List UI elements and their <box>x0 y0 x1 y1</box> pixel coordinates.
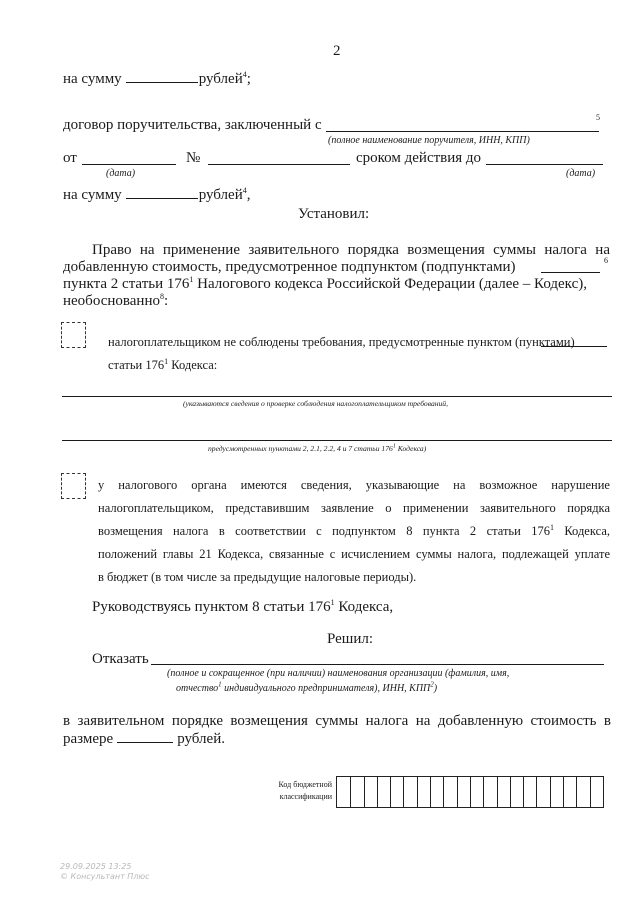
option-2-line-2: налогоплательщиком, представившим заявление о применении заявительного порядка <box>98 501 610 515</box>
organization-field[interactable] <box>151 664 604 665</box>
option-1-points-field[interactable] <box>541 346 607 347</box>
text: пункта 2 статьи 176 <box>63 276 190 292</box>
kbk-cell[interactable] <box>457 777 470 807</box>
refund-line-1: в заявительном порядке возмещения суммы налога на добавленную стоимость в <box>63 713 611 729</box>
kbk-cell[interactable] <box>523 777 536 807</box>
punct: : <box>163 293 169 309</box>
kbk-cell[interactable] <box>510 777 523 807</box>
punct: ; <box>246 71 251 87</box>
right-para-line-4 <box>63 292 168 310</box>
kbk-grid[interactable] <box>336 776 604 808</box>
text: Кодекса, <box>334 599 394 615</box>
amount-line-2 <box>63 186 250 204</box>
text: отчество <box>176 683 219 694</box>
amount-line-1 <box>63 70 251 88</box>
guided-by <box>92 598 393 616</box>
right-para-line-2: добавленную стоимость, предусмотренное подпунктом (подпунктами) <box>63 259 516 275</box>
text: рублей. <box>177 731 225 747</box>
amount-prefix: на сумму <box>63 187 122 203</box>
stamp-line-2: © Консультант Плюс <box>60 872 150 881</box>
footnote-ref: 4 <box>242 70 247 79</box>
check-info-field-2[interactable] <box>62 440 612 441</box>
punct: , <box>246 187 251 203</box>
refuse-label: Отказать <box>92 651 149 667</box>
text: необоснованно <box>63 293 160 309</box>
guarantor-caption: (полное наименование поручителя, ИНН, КПП) <box>328 135 530 146</box>
text: предусмотренных пунктами 2, 2.1, 2.2, 4 и 7 статьи 176 <box>208 444 393 453</box>
footnote-6: 6 <box>604 256 608 265</box>
amount-blank[interactable] <box>126 186 198 199</box>
text: индивидуального предпринимателя), ИНН, КПП <box>221 683 431 694</box>
footnote-8: 8 <box>159 292 164 301</box>
amount-blank[interactable] <box>126 70 198 83</box>
guarantee-number-field[interactable] <box>208 164 350 165</box>
amount-suffix: рублей <box>198 187 243 203</box>
kbk-cell[interactable] <box>590 777 603 807</box>
option-1-text-b <box>108 358 217 373</box>
option-1-checkbox[interactable] <box>61 322 86 348</box>
document-stamp <box>60 862 150 882</box>
kbk-cell[interactable] <box>470 777 483 807</box>
refund-line-2 <box>63 730 225 748</box>
stamp-line-1: 29.09.2025 13:25 <box>60 862 132 871</box>
guarantee-footnote: 5 <box>596 113 600 122</box>
text: ) <box>433 683 438 694</box>
sup: 1 <box>164 356 169 366</box>
kbk-cell[interactable] <box>430 777 443 807</box>
kbk-cell[interactable] <box>497 777 510 807</box>
amount-suffix: рублей <box>198 71 243 87</box>
sup: 1 <box>549 522 554 532</box>
term-label: сроком действия до <box>356 150 482 166</box>
option-1-text-a: налогоплательщиком не соблюдены требования, предусмотренные пунктом (пунктами) <box>108 335 575 349</box>
text: статьи 176 <box>108 358 165 372</box>
text: Кодекса, <box>553 524 610 538</box>
check-info-caption-2 <box>208 444 426 454</box>
text: размере <box>63 731 114 747</box>
kbk-cell[interactable] <box>536 777 549 807</box>
guarantee-prefix: договор поручительства, заключенный с <box>63 117 322 133</box>
footnote-ref: 4 <box>242 186 247 195</box>
text: Налогового кодекса Российской Федерации (далее – Кодекс), <box>193 276 587 292</box>
kbk-cell[interactable] <box>483 777 496 807</box>
kbk-label <box>258 779 332 803</box>
kbk-label-line-2: классификации <box>279 792 332 801</box>
sup: 1 <box>189 275 194 284</box>
established-heading: Установил: <box>298 206 370 222</box>
kbk-cell[interactable] <box>576 777 589 807</box>
guarantor-name-field[interactable] <box>326 131 599 132</box>
kbk-cell[interactable] <box>350 777 363 807</box>
kbk-cell[interactable] <box>364 777 377 807</box>
term-date-field[interactable] <box>486 164 603 165</box>
sup: 1 <box>218 680 222 689</box>
kbk-cell[interactable] <box>337 777 350 807</box>
page-number: 2 <box>333 43 341 59</box>
guarantee-date-field[interactable] <box>82 164 176 165</box>
sup: 1 <box>330 598 335 607</box>
date-caption-2: (дата) <box>566 168 596 179</box>
kbk-label-line-1: Код бюджетной <box>278 780 332 789</box>
text: Кодекса: <box>168 358 218 372</box>
kbk-cell[interactable] <box>563 777 576 807</box>
kbk-cell[interactable] <box>377 777 390 807</box>
text: возмещения налога в соответствии с подпунктом 8 пункта 2 статьи 176 <box>98 524 550 538</box>
subparagraph-field[interactable] <box>541 272 600 273</box>
kbk-cell[interactable] <box>390 777 403 807</box>
decided-heading: Решил: <box>327 631 374 647</box>
amount-prefix: на сумму <box>63 71 122 87</box>
date-caption-1: (дата) <box>106 168 136 179</box>
check-info-field-1[interactable] <box>62 396 612 397</box>
option-2-line-3 <box>98 524 610 539</box>
option-2-checkbox[interactable] <box>61 473 86 499</box>
organization-caption-2 <box>176 680 438 695</box>
kbk-cell[interactable] <box>443 777 456 807</box>
number-label: № <box>186 150 201 166</box>
right-para-line-1: Право на применение заявительного порядка возмещения суммы налога на <box>92 242 610 258</box>
sup: 2 <box>430 680 434 689</box>
kbk-cell[interactable] <box>550 777 563 807</box>
text: Кодекса) <box>395 444 427 453</box>
option-2-line-5: в бюджет (в том числе за предыдущие налоговые периоды). <box>98 570 417 584</box>
text: Руководствуясь пунктом 8 статьи 176 <box>92 599 331 615</box>
option-2-line-4: положений главы 21 Кодекса, связанные с исчислением суммы налога, подлежащей уплате <box>98 547 610 561</box>
kbk-cell[interactable] <box>417 777 430 807</box>
sup: 1 <box>392 443 396 450</box>
option-2-line-1: у налогового органа имеются сведения, указывающие на возможное нарушение <box>98 478 610 492</box>
organization-caption-1: (полное и сокращенное (при наличии) наименования организации (фамилия, имя, <box>167 668 510 679</box>
from-label: от <box>63 150 77 166</box>
refund-amount-field[interactable] <box>117 730 173 743</box>
check-info-caption-1: (указываются сведения о проверке соблюдения налогоплательщиком требований, <box>183 399 449 408</box>
right-para-line-3 <box>63 275 587 293</box>
kbk-cell[interactable] <box>403 777 416 807</box>
